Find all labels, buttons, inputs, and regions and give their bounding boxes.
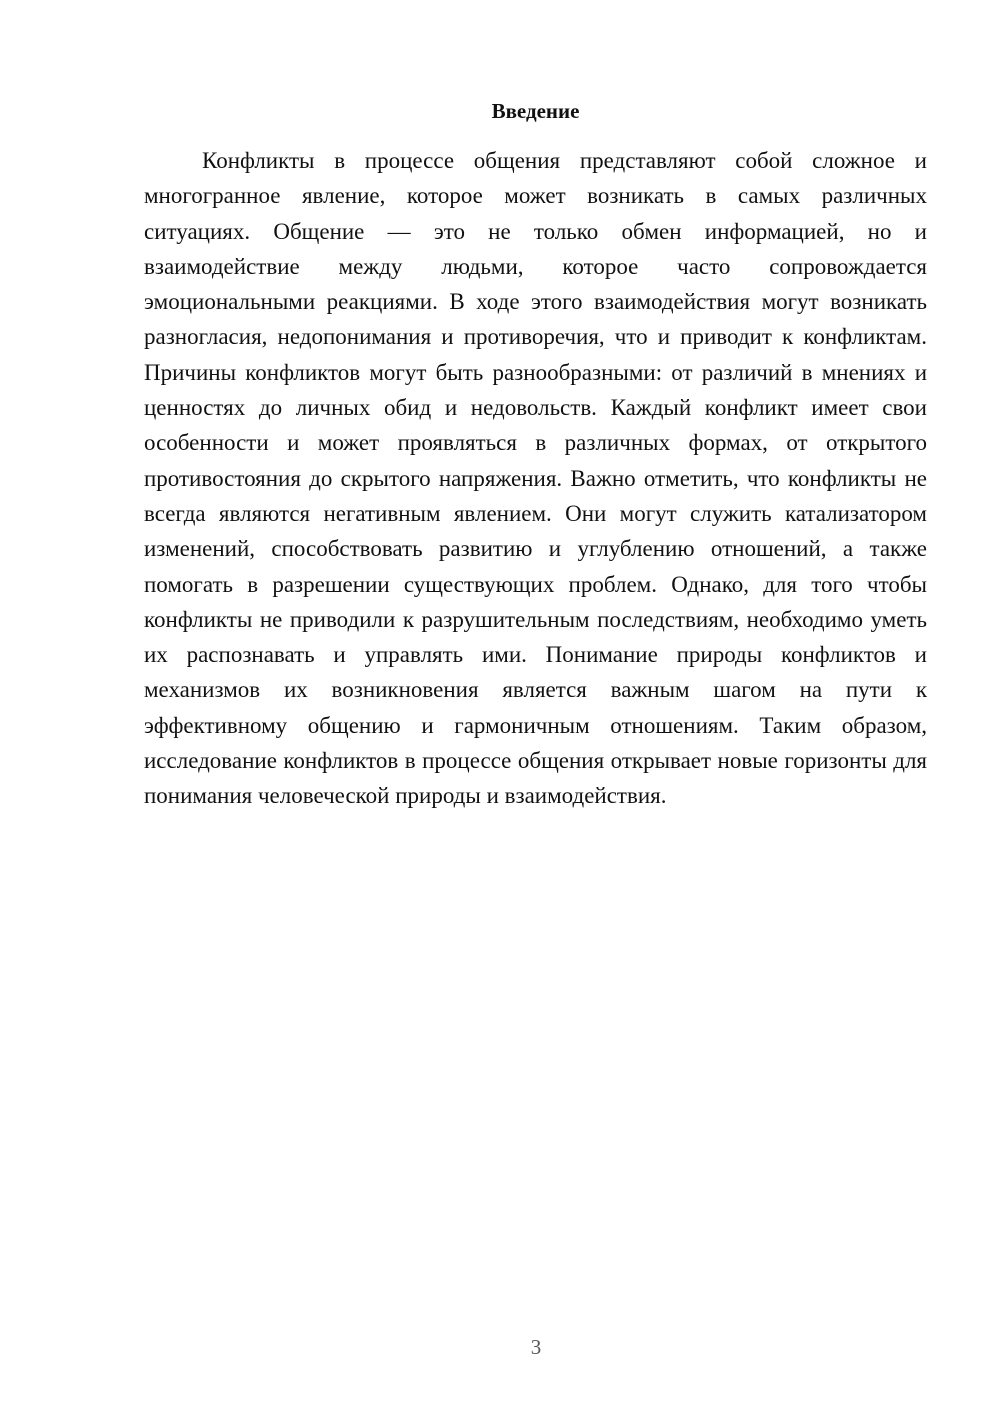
page-number: 3 — [530, 1335, 542, 1359]
section-heading: Введение — [491, 99, 580, 123]
body-paragraph: Конфликты в процессе общения представляют собой сложное и многогранное явление, которое может возникать в самых различных ситуациях. Общение — это не только обмен информацией, но и взаимодействие между людьми, которое часто сопровождается эмоциональными реакциями. В ходе этого взаимодействия могут возникать разногласия, недопонимания и противоречия, что и приводит к конфликтам. Причины конфликтов могут быть разнообразными: от различий в мнениях и ценностях до личных обид и недовольств. Каждый конфликт имеет свои особенности и может проявляться в различных формах, от открытого противостояния до скрытого напряжения. Важно отметить, что конфликты не всегда являются негативным явлением. Они могут служить катализатором изменений, способствовать развитию и углублению отношений, а также помогать в разрешении существующих проблем. Однако, для того чтобы конфликты не приводили к разрушительным последствиям, необходимо уметь их распознавать и управлять ими. Понимание природы конфликтов и механизмов их возникновения является важным шагом на пути к эффективному общению и гармоничным отношениям. Таким образом, исследование конфликтов в процессе общения открывает новые горизонты для понимания человеческой природы и взаимодействия. — [144, 148, 927, 809]
